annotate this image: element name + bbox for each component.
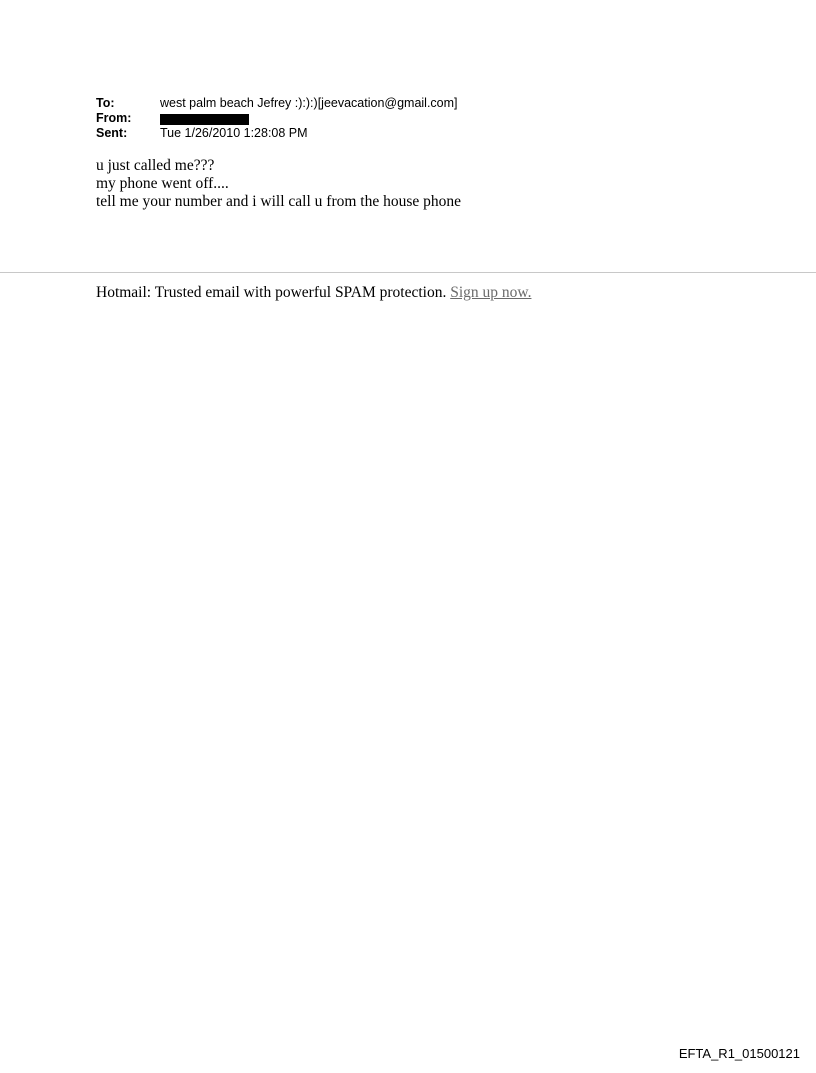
message-line: u just called me???: [96, 157, 215, 174]
footer-text: Hotmail: Trusted email with powerful SPAM protection.: [96, 284, 447, 301]
sign-up-link[interactable]: Sign up now.: [450, 284, 532, 301]
to-row: [96, 96, 458, 111]
hotmail-footer: [96, 284, 531, 302]
sent-value: Tue 1/26/2010 1:28:08 PM: [160, 126, 308, 140]
divider: [0, 272, 816, 273]
to-label: To:: [96, 96, 115, 110]
message-line: tell me your number and i will call u from the house phone: [96, 193, 462, 210]
message-body: [96, 157, 461, 211]
message-line: my phone went off....: [96, 175, 229, 192]
redaction-box: [160, 114, 249, 125]
sent-row: [96, 126, 458, 141]
bates-number: EFTA_R1_01500121: [678, 1046, 800, 1061]
from-row: [96, 111, 458, 126]
email-header: [96, 96, 458, 141]
to-value: west palm beach Jefrey :):):)[jeevacation@gmail.com]: [160, 96, 458, 110]
from-label: From:: [96, 111, 132, 125]
sent-label: Sent:: [96, 126, 128, 140]
